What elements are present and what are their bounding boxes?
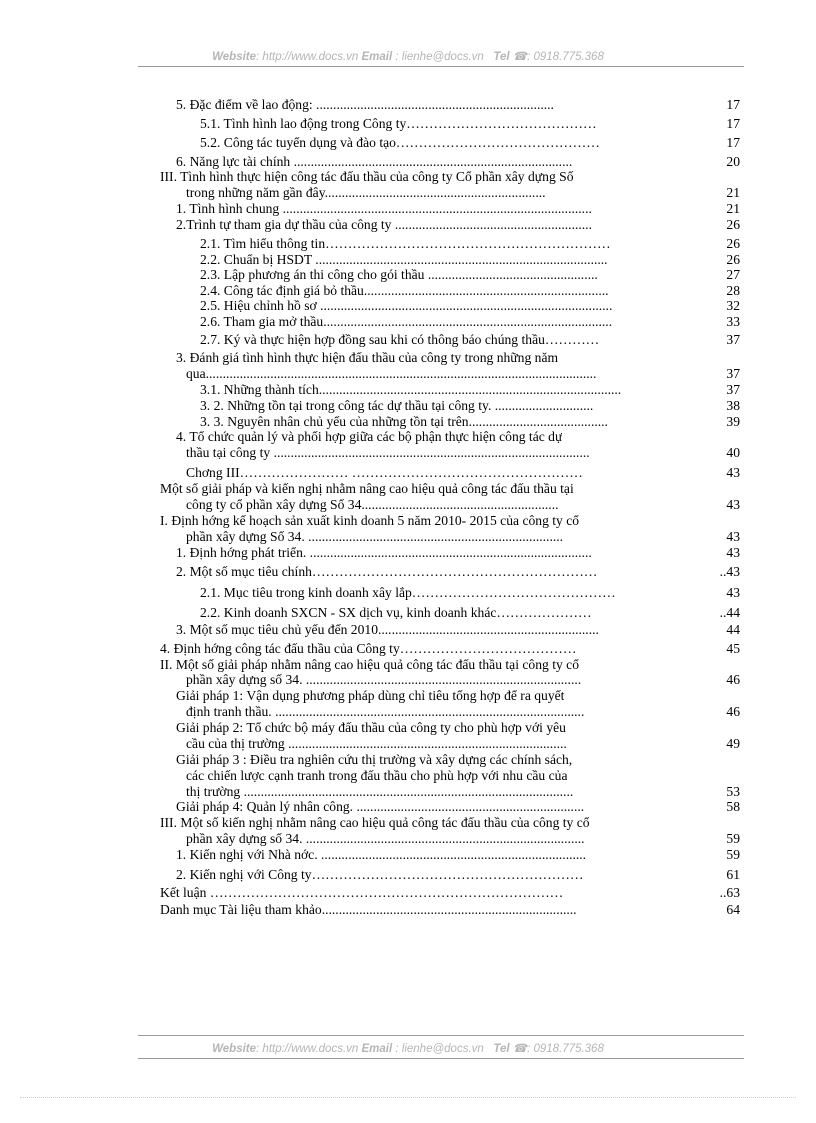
footer-email-value: : lienhe@docs.vn bbox=[395, 1043, 484, 1055]
toc-entry-page: 49 bbox=[726, 736, 740, 751]
toc-entry bbox=[160, 117, 740, 135]
toc-entry-page: 58 bbox=[726, 799, 740, 814]
toc-entry-title: 2. Kiến nghị với Công ty…………………………………………………… bbox=[176, 868, 584, 882]
header-tel-label: Tel bbox=[493, 51, 510, 63]
toc-entry-title: Giải pháp 2: Tổ chức bộ máy đấu thầu của công ty cho phù hợp với yêu bbox=[176, 721, 566, 735]
footer-website-label: Website bbox=[212, 1043, 257, 1055]
toc-entry-page: 17 bbox=[726, 97, 740, 112]
toc-entry bbox=[160, 623, 740, 641]
toc-entry-title: 3. 2. Những tồn tại trong công tác dự thầu tại công ty. ............................. bbox=[200, 399, 594, 413]
footer-rule-top bbox=[138, 1035, 744, 1036]
footer-website-value: : http://www.docs.vn bbox=[256, 1043, 359, 1055]
toc-entry-title: 2.7. Ký và thực hiện hợp đồng sau khi có thông báo chúng thầu………… bbox=[200, 333, 600, 347]
toc-entry-page: 45 bbox=[726, 641, 740, 656]
toc-entry-page: 37 bbox=[726, 382, 740, 397]
toc-entry-page: 43 bbox=[726, 545, 740, 560]
toc-entry-page: 46 bbox=[726, 704, 740, 719]
toc-entry-title: 2.2. Chuẩn bị HSDT ...................................................................................... bbox=[200, 253, 608, 267]
page-bottom-dotted-rule bbox=[20, 1097, 796, 1098]
toc-entry-page: 26 bbox=[726, 217, 740, 232]
toc-entry-title: Kết luận …………………………………………………………………… bbox=[160, 886, 564, 900]
toc-entry-page: 43 bbox=[726, 465, 740, 480]
toc-entry-page: 43 bbox=[726, 529, 740, 544]
toc-entry-page: 21 bbox=[726, 185, 740, 200]
toc-entry-title: 2.3. Lập phương án thi công cho gói thầu .................................................. bbox=[200, 268, 598, 282]
toc-entry bbox=[160, 315, 740, 333]
phone-icon: ☎ bbox=[512, 1043, 528, 1055]
toc-entry-title: các chiến lược cạnh tranh trong đấu thầu cho phù hợp với nhu cầu của bbox=[186, 769, 568, 783]
toc-entry-title: Chơng III…………………… …………………………………………… bbox=[186, 466, 583, 480]
toc-entry-page: 40 bbox=[726, 445, 740, 460]
toc-entry-title: 1. Kiến nghị với Nhà nớc. .............................................................................. bbox=[176, 848, 587, 862]
toc-entry-page: 61 bbox=[726, 867, 740, 882]
toc-entry-page: 21 bbox=[726, 201, 740, 216]
toc-entry-page: 38 bbox=[726, 398, 740, 413]
toc-entry-title: trong những năm gần đây................................................................. bbox=[186, 186, 546, 200]
toc-entry-title: 5.1. Tình hình lao động trong Công ty…………………………………… bbox=[200, 117, 597, 131]
toc-entry bbox=[160, 218, 740, 236]
toc-entry-title: III. Một số kiến nghị nhằm nâng cao hiệu quả công tác đấu thầu của công ty cổ bbox=[160, 816, 590, 830]
toc-entry-title: thầu tại công ty ............................................................................................. bbox=[186, 446, 590, 460]
toc-entry-title: cầu của thị trường .................................................................................. bbox=[186, 737, 567, 751]
toc-entry bbox=[160, 606, 740, 624]
toc-entry bbox=[160, 333, 740, 351]
toc-entry bbox=[160, 446, 740, 464]
toc-entry-title: 2.5. Hiệu chỉnh hồ sơ ...................................................................................... bbox=[200, 299, 613, 313]
header-email-label: Email bbox=[361, 51, 393, 63]
toc-entry-title: 3. Đánh giá tình hình thực hiện đấu thầu của công ty trong những năm bbox=[176, 351, 559, 365]
footer-tel-label: Tel bbox=[493, 1043, 510, 1055]
toc-entry-page: 26 bbox=[726, 236, 740, 251]
toc-entry-page: 43 bbox=[726, 585, 740, 600]
toc-entry-title: II. Một số giải pháp nhằm nâng cao hiệu quả công tác đấu thầu tại công ty cổ bbox=[160, 658, 580, 672]
toc-entry-title: 4. Tổ chức quản lý và phối hợp giữa các bộ phận thực hiện công tác dự bbox=[176, 430, 563, 444]
toc-entry-title: 6. Năng lực tài chính .................................................................................. bbox=[176, 155, 573, 169]
toc-entry-title: III. Tình hình thực hiện công tác đấu thầu của công ty Cổ phần xây dựng Số bbox=[160, 170, 574, 184]
toc-entry-title: 1. Tình hình chung ........................................................................................... bbox=[176, 202, 592, 216]
toc-entry-page: ..43 bbox=[719, 564, 740, 579]
toc-entry-page: 46 bbox=[726, 672, 740, 687]
toc-entry-title: Giải pháp 4: Quản lý nhân công. ................................................................... bbox=[176, 800, 585, 814]
toc-entry-title: 2. Một số mục tiêu chính……………………………………………………… bbox=[176, 565, 598, 579]
toc-entry-title: định tranh thầu. ........................................................................................... bbox=[186, 705, 585, 719]
toc-entry-page: 44 bbox=[726, 622, 740, 637]
toc-entry-page: 39 bbox=[726, 414, 740, 429]
toc-entry bbox=[160, 886, 740, 904]
header-tel-value: : 0918.775.368 bbox=[527, 51, 604, 63]
toc-entry-title: 2.1. Tìm hiểu thông tin……………………………………………………… bbox=[200, 237, 611, 251]
toc-entry-page: 28 bbox=[726, 283, 740, 298]
toc-entry-title: I. Định hớng kế hoạch sản xuất kinh doanh 5 năm 2010- 2015 của công ty cổ bbox=[160, 514, 580, 528]
toc-entry-page: 64 bbox=[726, 902, 740, 917]
toc-entry-title: 2.2. Kinh doanh SXCN - SX dịch vụ, kinh doanh khác………………… bbox=[200, 606, 592, 620]
header-email-value: : lienhe@docs.vn bbox=[395, 51, 484, 63]
toc-entry-page: 17 bbox=[726, 135, 740, 150]
toc-entry-page: ..44 bbox=[719, 605, 740, 620]
toc-entry-page: 43 bbox=[726, 497, 740, 512]
toc-entry-page: 59 bbox=[726, 831, 740, 846]
toc-entry-title: 2.6. Tham gia mở thầu..................................................................................... bbox=[200, 315, 613, 329]
toc-entry-page: 20 bbox=[726, 154, 740, 169]
toc-entry-page: 59 bbox=[726, 847, 740, 862]
toc-entry-title: phần xây dựng số 34. .................................................................................. bbox=[186, 832, 585, 846]
toc-entry-page: 37 bbox=[726, 332, 740, 347]
toc-entry-title: phần xây dựng Số 34. ........................................................................... bbox=[186, 530, 564, 544]
toc-entry-page: 32 bbox=[726, 298, 740, 313]
toc-entry bbox=[160, 586, 740, 604]
toc-entry-title: phần xây dựng số 34. ................................................................................. bbox=[186, 673, 582, 687]
toc-entry-page: 37 bbox=[726, 366, 740, 381]
toc-entry-title: 3.1. Những thành tích......................................................................................... bbox=[200, 383, 622, 397]
toc-entry-title: 3. Một số mục tiêu chủ yếu đến 2010................................................................. bbox=[176, 623, 599, 637]
footer-rule-bottom bbox=[138, 1058, 744, 1059]
toc-entry bbox=[160, 136, 740, 154]
toc-entry-title: Danh mục Tài liệu tham khảo........................................................................... bbox=[160, 903, 577, 917]
toc-entry-title: Giải pháp 3 : Điều tra nghiên cứu thị trường và xây dựng các chính sách, bbox=[176, 753, 573, 767]
toc-entry-title: 5.2. Công tác tuyển dụng và đào tạo……………………………………… bbox=[200, 136, 600, 150]
toc-entry-title: 2.Trình tự tham gia dự thầu của công ty .......................................................... bbox=[176, 218, 592, 232]
toc-entry-title: Giải pháp 1: Vận dụng phương pháp dùng chỉ tiêu tổng hợp để ra quyết bbox=[176, 689, 565, 703]
toc-entry-title: qua................................................................................................................... bbox=[186, 367, 597, 381]
toc-entry-title: 2.4. Công tác định giá bỏ thầu........................................................................ bbox=[200, 284, 609, 298]
toc-entry-title: 1. Định hớng phát triển. ................................................................................... bbox=[176, 546, 592, 560]
toc-entry-title: 4. Định hớng công tác đấu thầu của Công ty………………………………… bbox=[160, 642, 577, 656]
toc-entry bbox=[160, 565, 740, 583]
phone-icon: ☎ bbox=[512, 51, 528, 63]
toc-entry bbox=[160, 868, 740, 886]
toc-entry bbox=[160, 546, 740, 564]
header-website-label: Website bbox=[212, 51, 257, 63]
toc-entry-page: 53 bbox=[726, 784, 740, 799]
header-website-value: : http://www.docs.vn bbox=[256, 51, 359, 63]
toc-entry-page: ..63 bbox=[719, 885, 740, 900]
toc-entry-title: công ty cổ phần xây dựng Số 34.......................................................... bbox=[186, 498, 559, 512]
toc-entry-title: Một số giải pháp và kiến nghị nhằm nâng cao hiệu quả công tác đấu thầu tại bbox=[160, 482, 574, 496]
toc-entry-page: 26 bbox=[726, 252, 740, 267]
toc-entry-title: 2.1. Mục tiêu trong kinh doanh xây lắp……………………………………… bbox=[200, 586, 616, 600]
toc-entry bbox=[160, 98, 740, 116]
footer-tel-value: : 0918.775.368 bbox=[527, 1043, 604, 1055]
toc-entry bbox=[160, 903, 740, 921]
toc-entry-title: 5. Đặc điểm về lao động: ...................................................................... bbox=[176, 98, 554, 112]
toc-entry-page: 27 bbox=[726, 267, 740, 282]
toc-entry-page: 17 bbox=[726, 116, 740, 131]
toc-entry-title: 3. 3. Nguyên nhân chủ yếu của những tồn tại trên......................................... bbox=[200, 415, 608, 429]
toc-entry bbox=[160, 848, 740, 866]
page-footer bbox=[0, 1041, 816, 1055]
toc-entry-title: thị trường ................................................................................................. bbox=[186, 785, 574, 799]
footer-email-label: Email bbox=[361, 1043, 393, 1055]
toc-entry-page: 33 bbox=[726, 314, 740, 329]
